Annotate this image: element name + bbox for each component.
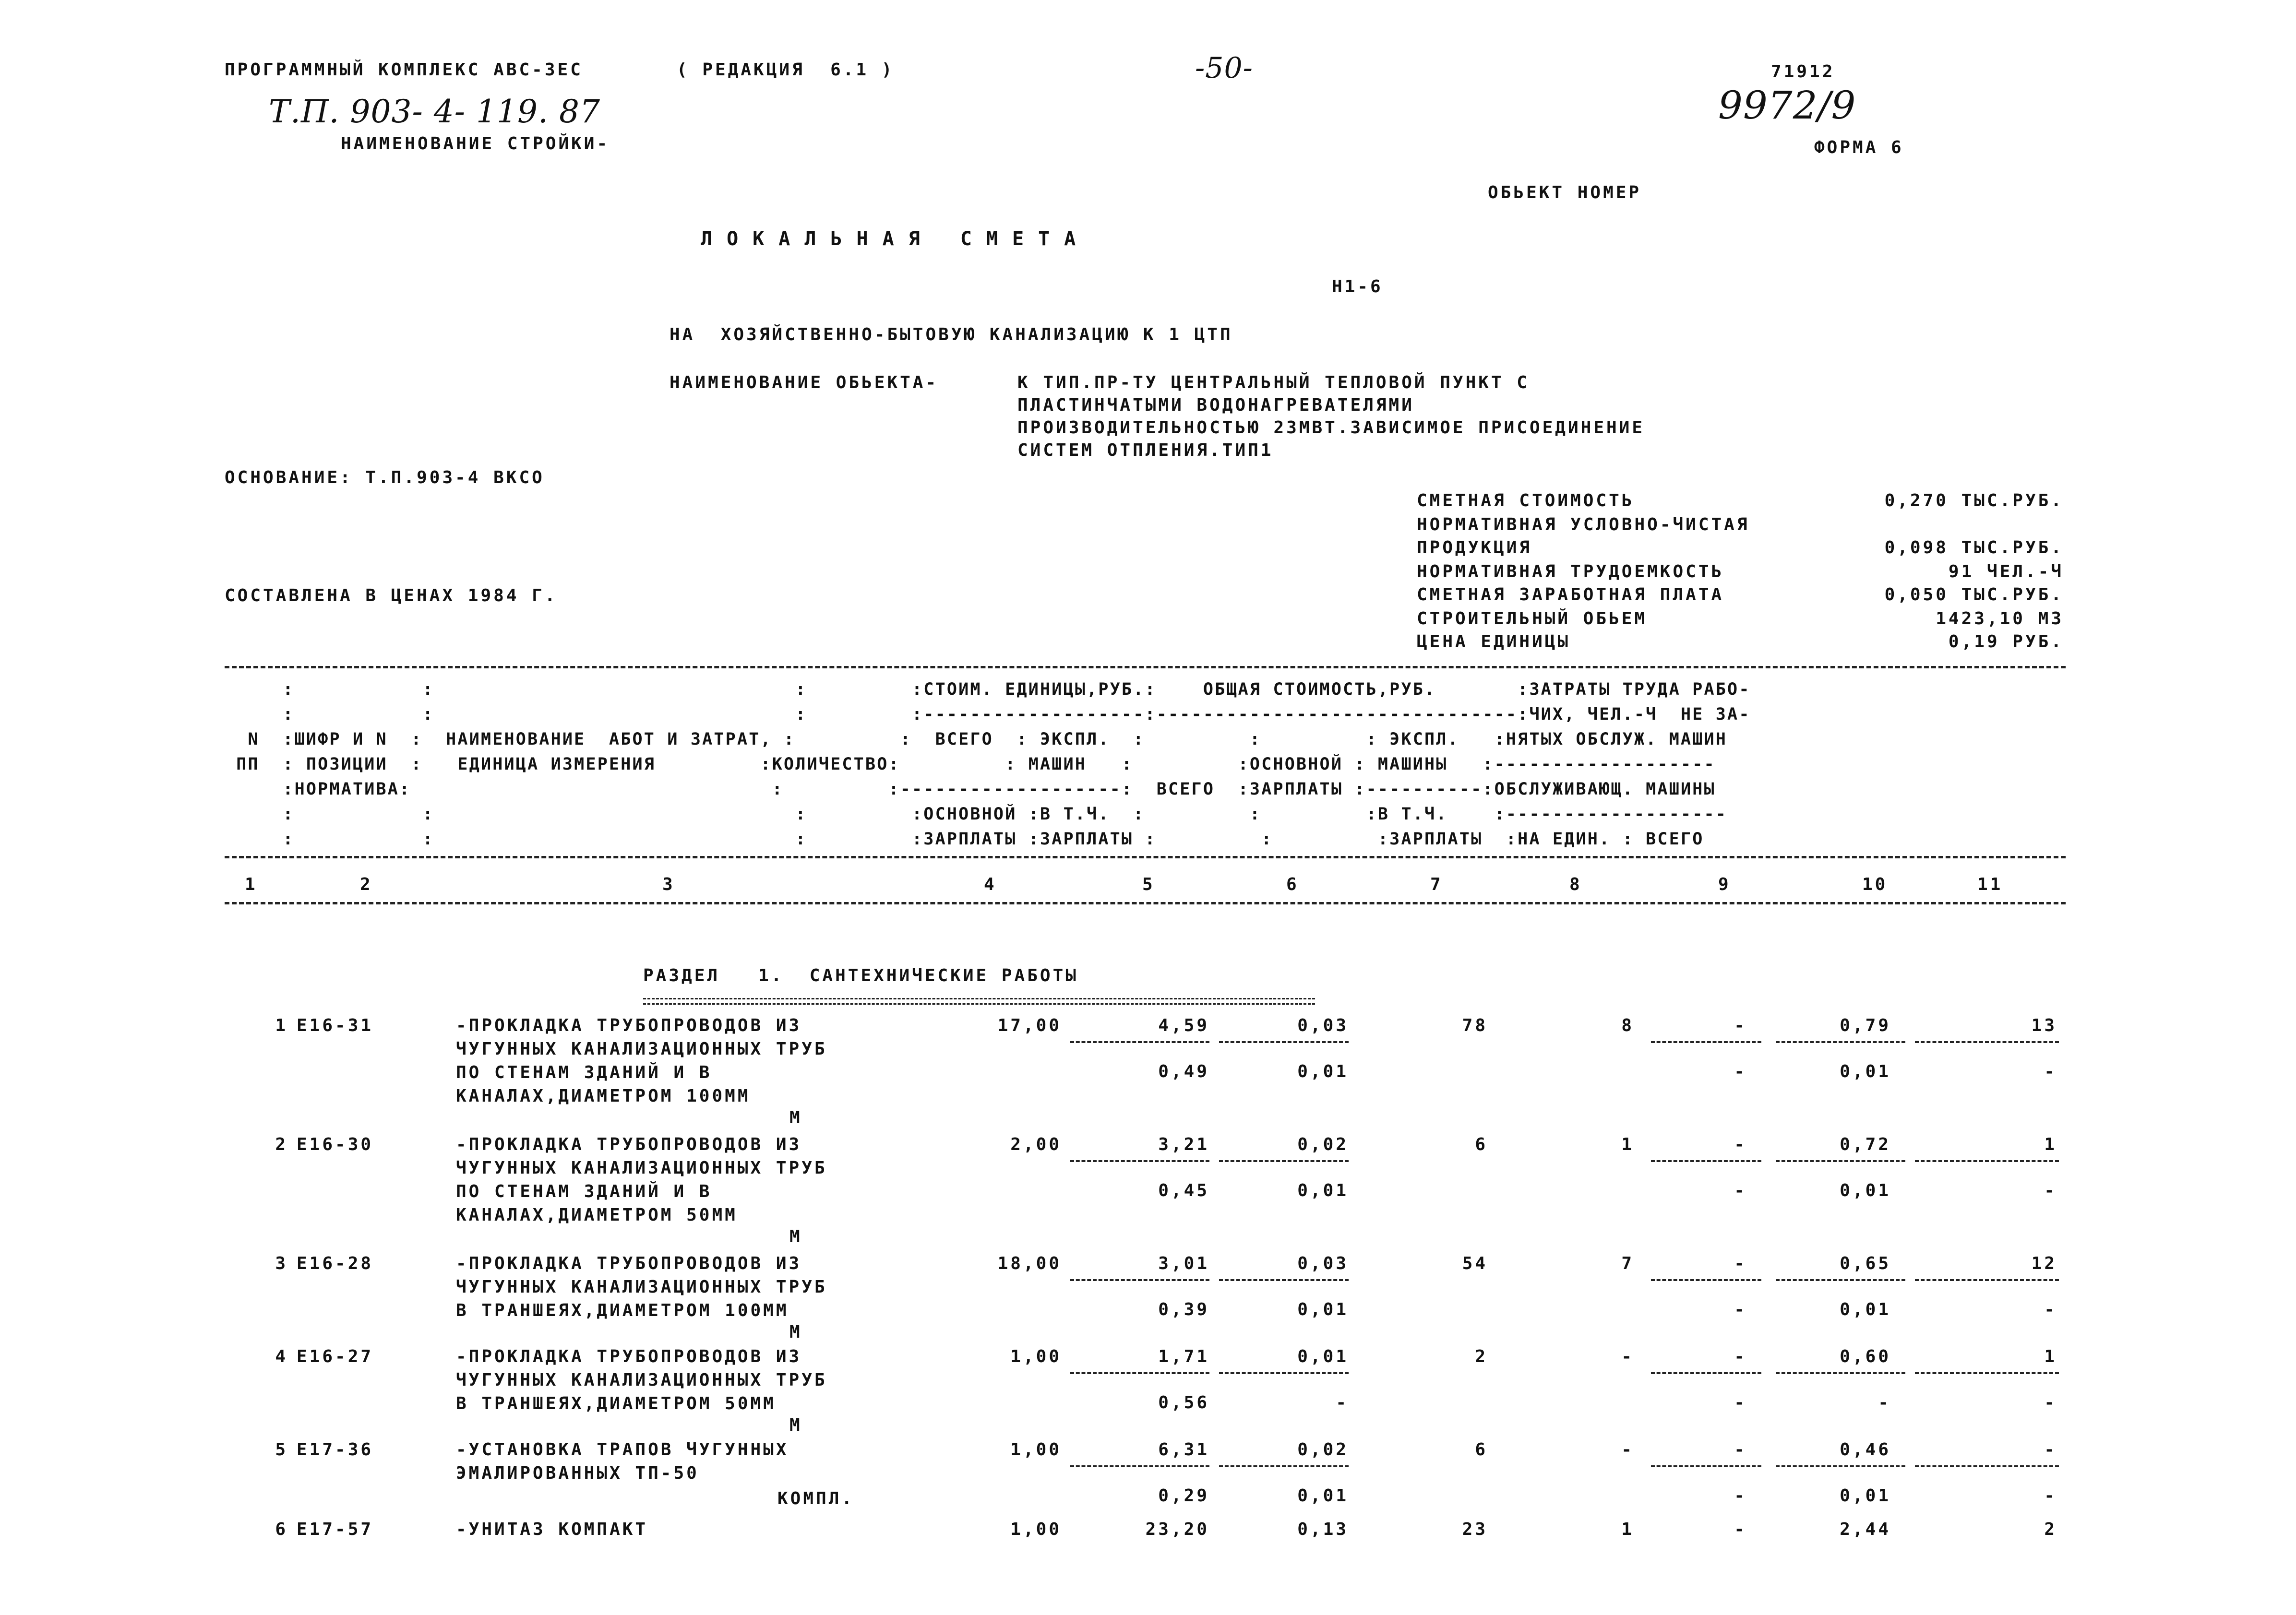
summary-label: НОРМАТИВНАЯ ТРУДОЕМКОСТЬ	[1417, 562, 1724, 582]
row-machine-total: -	[1734, 1135, 1747, 1154]
row-quantity: 1,00	[1010, 1440, 1062, 1460]
row-unit-salary: 0,45	[1158, 1181, 1209, 1200]
row-base-salary: -	[1621, 1347, 1634, 1366]
row-code: Е17-57	[297, 1520, 374, 1539]
row-service-total: -	[2044, 1181, 2057, 1200]
subtotal-divider	[1776, 1041, 1905, 1043]
row-quantity: 2,00	[1010, 1135, 1062, 1154]
row-quantity: 1,00	[1010, 1520, 1062, 1539]
row-code: Е16-28	[297, 1254, 374, 1273]
row-labor-total: 1	[2044, 1347, 2057, 1366]
row-description: ПО СТЕНАМ ЗДАНИЙ И В	[456, 1182, 712, 1201]
subtotal-divider	[1219, 1372, 1349, 1374]
subtotal-divider	[1219, 1465, 1349, 1467]
table-header-line-7: : : : :ЗАРПЛАТЫ :ЗАРПЛАТЫ : : :ЗАРПЛАТЫ :НА ЕДИН. : ВСЕГО	[225, 830, 1704, 849]
row-labor-unit: 0,72	[1840, 1135, 1891, 1154]
summary-label: СТРОИТЕЛЬНЫЙ ОБЬЕМ	[1417, 609, 1648, 629]
row-machine-cost: 0,03	[1297, 1254, 1349, 1273]
row-description: ЧУГУННЫХ КАНАЛИЗАЦИОННЫХ ТРУБ	[456, 1158, 827, 1178]
column-number: 6	[1286, 875, 1299, 894]
row-labor-unit: 0,60	[1840, 1347, 1891, 1366]
prices-year: СОСТАВЛЕНА В ЦЕНАХ 1984 Г.	[225, 586, 558, 606]
row-unit-cost: 1,71	[1158, 1347, 1209, 1366]
row-unit: КОМПЛ.	[777, 1489, 855, 1508]
row-labor-total: -	[2044, 1440, 2057, 1460]
summary-value: 0,270 ТЫС.РУБ.	[1884, 491, 2064, 511]
row-machine-salary: 0,01	[1297, 1300, 1349, 1319]
summary-value: 0,050 ТЫС.РУБ.	[1884, 585, 2064, 605]
subtotal-divider	[1915, 1372, 2059, 1374]
row-unit-salary: 0,39	[1158, 1300, 1209, 1319]
row-machine-cost: 0,02	[1297, 1135, 1349, 1154]
row-service-total: -	[2044, 1486, 2057, 1506]
column-number: 3	[662, 875, 675, 894]
row-unit-salary: 0,56	[1158, 1393, 1209, 1413]
row-machine-total: -	[1734, 1440, 1747, 1460]
subtotal-divider	[1915, 1279, 2059, 1281]
subtotal-divider	[1776, 1372, 1905, 1374]
row-labor-total: 13	[2031, 1016, 2057, 1035]
row-number: 5	[275, 1440, 288, 1460]
subtotal-divider	[1219, 1160, 1349, 1162]
column-number: 7	[1430, 875, 1443, 894]
program-name: ПРОГРАММНЫЙ КОМПЛЕКС АВС-3ЕС	[225, 60, 583, 80]
row-unit: М	[789, 1415, 802, 1435]
row-total: 54	[1462, 1254, 1488, 1273]
row-labor-total: 1	[2044, 1135, 2057, 1154]
row-machine-salary-total: -	[1734, 1181, 1747, 1200]
object-line-4: СИСТЕМ ОТПЛЕНИЯ.ТИП1	[1017, 440, 1274, 460]
row-description: В ТРАНШЕЯХ,ДИАМЕТРОМ 100ММ	[456, 1301, 789, 1320]
row-machine-cost: 0,01	[1297, 1347, 1349, 1366]
row-unit-cost: 3,01	[1158, 1254, 1209, 1273]
row-description: -УНИТАЗ КОМПАКТ	[456, 1520, 648, 1539]
table-header-line-1: : : : :СТОИМ. ЕДИНИЦЫ,РУБ.: ОБЩАЯ СТОИМОСТЬ,РУБ. :ЗАТРАТЫ ТРУДА РАБО-	[225, 680, 1751, 699]
row-number: 4	[275, 1347, 288, 1366]
summary-value: 1423,10 М3	[1936, 609, 2064, 629]
row-machine-salary: 0,01	[1297, 1181, 1349, 1200]
row-quantity: 18,00	[997, 1254, 1062, 1273]
column-number: 8	[1569, 875, 1582, 894]
column-number: 5	[1142, 875, 1155, 894]
construction-label: НАИМЕНОВАНИЕ СТРОЙКИ-	[341, 134, 610, 154]
subtotal-divider	[1219, 1041, 1349, 1043]
document-code: 71912	[1771, 62, 1835, 82]
row-description: ЧУГУННЫХ КАНАЛИЗАЦИОННЫХ ТРУБ	[456, 1370, 827, 1390]
table-header-line-4: ПП : ПОЗИЦИИ : ЕДИНИЦА ИЗМЕРЕНИЯ :КОЛИЧЕСТВО: : МАШИН : :ОСНОВНОЙ : МАШИНЫ :-------------------	[225, 755, 1716, 774]
object-number-label: ОБЬЕКТ НОМЕР	[1488, 183, 1642, 202]
subtotal-divider	[1651, 1279, 1761, 1281]
section-title: РАЗДЕЛ 1. САНТЕХНИЧЕСКИЕ РАБОТЫ	[643, 966, 1078, 986]
subtotal-divider	[1915, 1160, 2059, 1162]
row-machine-salary-total: -	[1734, 1300, 1747, 1319]
subtotal-divider	[1651, 1041, 1761, 1043]
row-service-unit: 0,01	[1840, 1181, 1891, 1200]
subtotal-divider	[1776, 1279, 1905, 1281]
summary-value: 91 ЧЕЛ.-Ч	[1948, 562, 2064, 582]
object-line-2: ПЛАСТИНЧАТЫМИ ВОДОНАГРЕВАТЕЛЯМИ	[1017, 395, 1414, 415]
row-number: 1	[275, 1016, 288, 1035]
row-description: В ТРАНШЕЯХ,ДИАМЕТРОМ 50ММ	[456, 1394, 776, 1413]
table-header-line-2: : : : :-------------------:-------------------------------:ЧИХ, ЧЕЛ.-Ч НЕ ЗА-	[225, 705, 1751, 724]
row-labor-unit: 0,79	[1840, 1016, 1891, 1035]
subtotal-divider	[1651, 1465, 1761, 1467]
row-description: ПО СТЕНАМ ЗДАНИЙ И В	[456, 1063, 712, 1082]
row-description: -УСТАНОВКА ТРАПОВ ЧУГУННЫХ	[456, 1440, 789, 1460]
row-total: 78	[1462, 1016, 1488, 1035]
row-service-unit: 0,01	[1840, 1062, 1891, 1081]
row-base-salary: 1	[1621, 1520, 1634, 1539]
column-number: 9	[1718, 875, 1731, 894]
object-line-3: ПРОИЗВОДИТЕЛЬНОСТЬЮ 23МВТ.ЗАВИСИМОЕ ПРИСОЕДИНЕНИЕ	[1017, 418, 1645, 438]
row-labor-unit: 0,65	[1840, 1254, 1891, 1273]
row-quantity: 17,00	[997, 1016, 1062, 1035]
page-number: -50-	[1195, 51, 1253, 85]
row-machine-salary: -	[1336, 1393, 1349, 1413]
form-label: ФОРМА 6	[1814, 138, 1904, 157]
summary-label: СМЕТНАЯ ЗАРАБОТНАЯ ПЛАТА	[1417, 585, 1724, 605]
row-machine-salary-total: -	[1734, 1393, 1747, 1413]
row-description: ЭМАЛИРОВАННЫХ ТП-50	[456, 1463, 699, 1483]
row-number: 2	[275, 1135, 288, 1154]
row-machine-cost: 0,13	[1297, 1520, 1349, 1539]
row-description: ЧУГУННЫХ КАНАЛИЗАЦИОННЫХ ТРУБ	[456, 1039, 827, 1059]
table-header-line-3: N :ШИФР И N : НАИМЕНОВАНИЕ АБОТ И ЗАТРАТ, : : ВСЕГО : ЭКСПЛ. : : : ЭКСПЛ. :НЯТЫХ ОБСЛУЖ. МАШИН	[225, 730, 1728, 749]
subtotal-divider	[1915, 1041, 2059, 1043]
handwritten-number: 9972/9	[1718, 83, 1856, 128]
row-description: -ПРОКЛАДКА ТРУБОПРОВОДОВ ИЗ	[456, 1135, 802, 1154]
estimate-subject: НА ХОЗЯЙСТВЕННО-БЫТОВУЮ КАНАЛИЗАЦИЮ К 1 ЦТП	[670, 325, 1233, 344]
row-machine-salary: 0,01	[1297, 1486, 1349, 1506]
row-service-total: -	[2044, 1393, 2057, 1413]
row-total: 6	[1475, 1135, 1488, 1154]
page-title: ЛОКАЛЬНАЯ СМЕТА	[701, 228, 1090, 250]
row-total: 2	[1475, 1347, 1488, 1366]
column-number: 1	[245, 875, 258, 894]
row-base-salary: 1	[1621, 1135, 1634, 1154]
subtotal-divider	[1070, 1465, 1209, 1467]
handwritten-tp: Т.П. 903- 4- 119. 87	[269, 93, 600, 130]
row-service-unit: -	[1878, 1393, 1891, 1413]
row-base-salary: -	[1621, 1440, 1634, 1460]
row-total: 23	[1462, 1520, 1488, 1539]
row-machine-cost: 0,02	[1297, 1440, 1349, 1460]
row-number: 3	[275, 1254, 288, 1273]
row-machine-total: -	[1734, 1520, 1747, 1539]
row-unit-cost: 4,59	[1158, 1016, 1209, 1035]
subtotal-divider	[1070, 1041, 1209, 1043]
row-machine-total: -	[1734, 1254, 1747, 1273]
subtotal-divider	[1070, 1279, 1209, 1281]
estimate-number: Н1-6	[1332, 277, 1383, 297]
summary-value: 0,19 РУБ.	[1948, 632, 2064, 652]
subtotal-divider	[1776, 1160, 1905, 1162]
summary-label: НОРМАТИВНАЯ УСЛОВНО-ЧИСТАЯ	[1417, 515, 1750, 534]
row-unit-salary: 0,49	[1158, 1062, 1209, 1081]
object-label: НАИМЕНОВАНИЕ ОБЬЕКТА-	[670, 373, 939, 392]
row-unit: М	[789, 1322, 802, 1342]
row-service-total: -	[2044, 1300, 2057, 1319]
row-machine-total: -	[1734, 1347, 1747, 1366]
edition: ( РЕДАКЦИЯ 6.1 )	[677, 60, 895, 80]
column-number: 2	[360, 875, 373, 894]
basis: ОСНОВАНИЕ: Т.П.903-4 ВКСО	[225, 468, 545, 487]
subtotal-divider	[1219, 1279, 1349, 1281]
row-base-salary: 8	[1621, 1016, 1634, 1035]
row-description: КАНАЛАХ,ДИАМЕТРОМ 50ММ	[456, 1205, 738, 1225]
summary-label: СМЕТНАЯ СТОИМОСТЬ	[1417, 491, 1635, 511]
column-number: 11	[1977, 875, 2003, 894]
section-underline	[643, 998, 1315, 1005]
row-description: ЧУГУННЫХ КАНАЛИЗАЦИОННЫХ ТРУБ	[456, 1277, 827, 1297]
row-unit-cost: 23,20	[1145, 1520, 1209, 1539]
row-machine-total: -	[1734, 1016, 1747, 1035]
subtotal-divider	[1070, 1160, 1209, 1162]
summary-value: 0,098 ТЫС.РУБ.	[1884, 538, 2064, 558]
row-machine-cost: 0,03	[1297, 1016, 1349, 1035]
row-service-total: -	[2044, 1062, 2057, 1081]
row-labor-unit: 0,46	[1840, 1440, 1891, 1460]
subtotal-divider	[1651, 1372, 1761, 1374]
summary-label: ЦЕНА ЕДИНИЦЫ	[1417, 632, 1571, 652]
row-labor-total: 12	[2031, 1254, 2057, 1273]
subtotal-divider	[1070, 1372, 1209, 1374]
row-unit: М	[789, 1227, 802, 1247]
row-unit-cost: 3,21	[1158, 1135, 1209, 1154]
row-description: -ПРОКЛАДКА ТРУБОПРОВОДОВ ИЗ	[456, 1016, 802, 1035]
subtotal-divider	[1776, 1465, 1905, 1467]
row-unit-salary: 0,29	[1158, 1486, 1209, 1506]
row-unit-cost: 6,31	[1158, 1440, 1209, 1460]
object-line-1: К ТИП.ПР-ТУ ЦЕНТРАЛЬНЫЙ ТЕПЛОВОЙ ПУНКТ С	[1017, 373, 1530, 392]
row-code: Е16-31	[297, 1016, 374, 1035]
subtotal-divider	[1651, 1160, 1761, 1162]
row-number: 6	[275, 1520, 288, 1539]
row-code: Е17-36	[297, 1440, 374, 1460]
table-header-line-6: : : : :ОСНОВНОЙ :В Т.Ч. : : :В Т.Ч. :-------------------	[225, 805, 1728, 824]
row-labor-unit: 2,44	[1840, 1520, 1891, 1539]
row-description: -ПРОКЛАДКА ТРУБОПРОВОДОВ ИЗ	[456, 1254, 802, 1273]
row-labor-total: 2	[2044, 1520, 2057, 1539]
row-description: -ПРОКЛАДКА ТРУБОПРОВОДОВ ИЗ	[456, 1347, 802, 1366]
row-unit: М	[789, 1108, 802, 1128]
row-machine-salary-total: -	[1734, 1486, 1747, 1506]
table-header-line-5: :НОРМАТИВА: : :-------------------: ВСЕГО :ЗАРПЛАТЫ :----------:ОБСЛУЖИВАЮЩ. МАШИНЫ	[225, 780, 1716, 799]
row-code: Е16-30	[297, 1135, 374, 1154]
column-number: 10	[1862, 875, 1888, 894]
row-total: 6	[1475, 1440, 1488, 1460]
row-code: Е16-27	[297, 1347, 374, 1366]
row-machine-salary-total: -	[1734, 1062, 1747, 1081]
row-base-salary: 7	[1621, 1254, 1634, 1273]
column-number: 4	[984, 875, 997, 894]
row-description: КАНАЛАХ,ДИАМЕТРОМ 100ММ	[456, 1086, 751, 1106]
subtotal-divider	[1915, 1465, 2059, 1467]
row-machine-salary: 0,01	[1297, 1062, 1349, 1081]
summary-label: ПРОДУКЦИЯ	[1417, 538, 1532, 558]
row-quantity: 1,00	[1010, 1347, 1062, 1366]
row-service-unit: 0,01	[1840, 1486, 1891, 1506]
row-service-unit: 0,01	[1840, 1300, 1891, 1319]
